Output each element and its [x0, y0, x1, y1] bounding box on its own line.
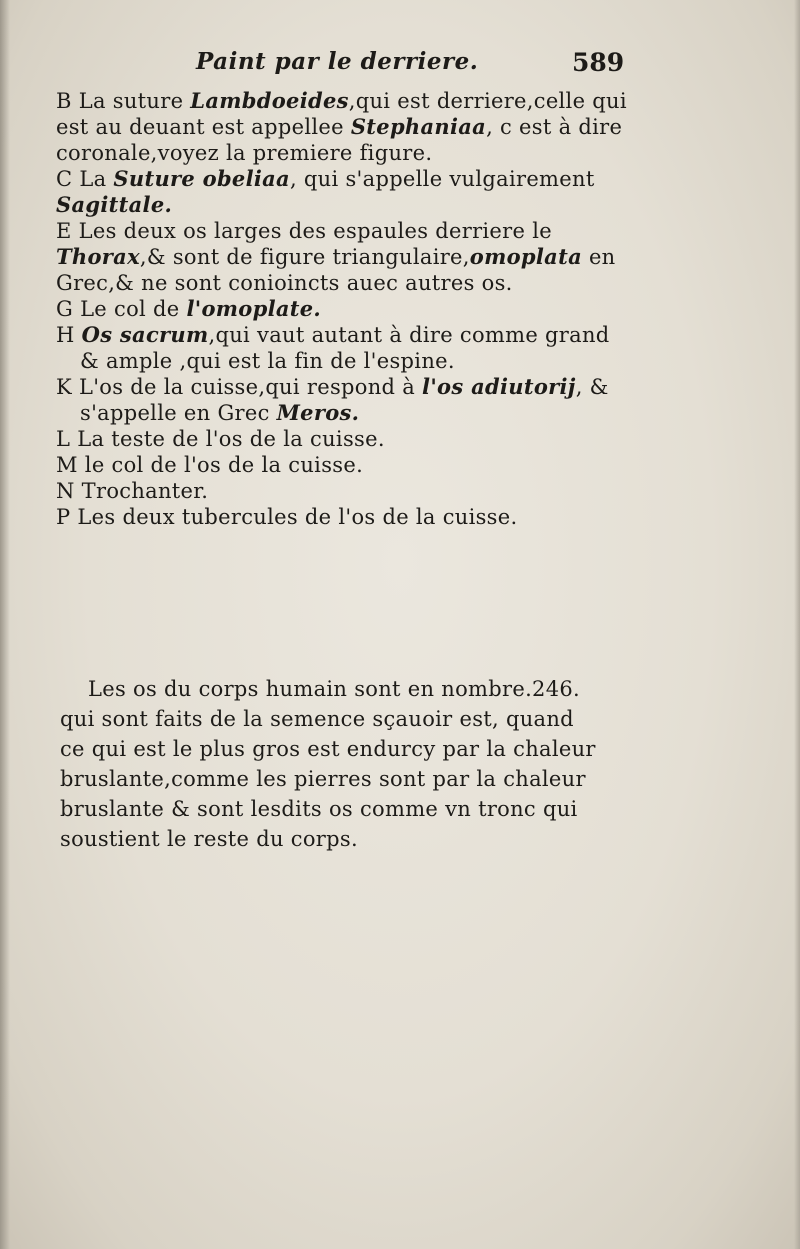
text-run: Le col de	[80, 297, 187, 321]
legend-entry-l	[56, 426, 646, 452]
legend-entry-c	[56, 166, 646, 218]
legend-line	[56, 400, 646, 426]
legend-letter: N	[56, 479, 75, 503]
text-run: Grec,& ne sont conioincts auec autres os.	[56, 271, 513, 295]
text-run: est au deuant est appellee	[56, 115, 351, 139]
text-run: ,qui vaut autant à dire comme grand	[208, 323, 610, 347]
legend-letter: M	[56, 453, 78, 477]
legend-line	[56, 114, 646, 140]
legend-line	[56, 218, 646, 244]
latin-term: Sagittale.	[56, 192, 173, 217]
legend-line	[56, 88, 646, 114]
latin-term: l'os adiutorij	[422, 374, 576, 399]
legend-entry-e	[56, 218, 646, 296]
paragraph-line: ce qui est le plus gros est endurcy par la chaleur	[60, 737, 596, 761]
legend-entry-k	[56, 374, 646, 426]
legend-letter: L	[56, 427, 71, 451]
text-run: La	[79, 167, 114, 191]
legend-entry-g	[56, 296, 646, 322]
legend-line	[56, 270, 646, 296]
text-run: , &	[575, 375, 609, 399]
latin-term: Thorax	[56, 244, 140, 269]
legend-line	[56, 374, 646, 400]
legend-entry-h	[56, 322, 646, 374]
latin-term: Meros.	[276, 400, 360, 425]
text-run: , qui s'appelle vulgairement	[289, 167, 595, 191]
text-run: ,& sont de figure triangulaire,	[139, 245, 470, 269]
legend-letter: K	[56, 375, 72, 399]
body-paragraph	[60, 674, 650, 854]
legend-line	[56, 166, 646, 192]
text-run: s'appelle en Grec	[80, 401, 277, 425]
paragraph-line: qui sont faits de la semence sçauoir est, quand	[60, 707, 574, 731]
latin-term: Stephaniaa	[350, 114, 487, 139]
text-run: Les deux tubercules de l'os de la cuisse.	[77, 505, 518, 529]
legend-line	[56, 192, 646, 218]
text-run: La teste de l'os de la cuisse.	[77, 427, 385, 451]
text-run: L'os de la cuisse,qui respond à	[78, 375, 423, 399]
text-run: ,qui est derriere,celle qui	[348, 89, 627, 113]
text-run: le col de l'os de la cuisse.	[84, 453, 364, 477]
paragraph-line: bruslante,comme les pierres sont par la chaleur	[60, 767, 586, 791]
legend-line	[56, 504, 646, 530]
text-run: Les deux os larges des espaules derriere le	[78, 219, 552, 243]
latin-term: l'omoplate.	[186, 296, 322, 321]
text-run: en	[581, 245, 616, 269]
legend-line	[56, 452, 646, 478]
legend-entry-n	[56, 478, 646, 504]
legend-letter: P	[56, 505, 71, 529]
legend-line	[56, 244, 646, 270]
paragraph-line: Les os du corps humain sont en nombre.246.	[88, 677, 581, 701]
legend-line	[56, 478, 646, 504]
legend-letter: C	[56, 167, 73, 191]
latin-term: omoplata	[469, 244, 582, 269]
legend-letter: H	[56, 323, 75, 347]
legend-line	[56, 322, 646, 348]
text-run: Trochanter.	[81, 479, 209, 503]
latin-term: Os sacrum	[81, 322, 209, 347]
legend-letter: B	[56, 89, 72, 113]
latin-term: Suture obeliaa	[113, 166, 290, 191]
text-run: & ample ,qui est la fin de l'espine.	[80, 349, 455, 373]
legend-letter: G	[56, 297, 74, 321]
legend-entry-b	[56, 88, 646, 166]
text-run: coronale,voyez la premiere figure.	[56, 141, 433, 165]
legend-entry-m	[56, 452, 646, 478]
legend-line	[56, 140, 646, 166]
running-head: Paint par le derriere.	[196, 48, 479, 75]
legend-line	[56, 348, 646, 374]
text-run: , c est à dire	[486, 115, 623, 139]
legend-entry-p	[56, 504, 646, 530]
legend-line	[56, 296, 646, 322]
page-number: 589	[572, 48, 625, 77]
paragraph-line: soustient le reste du corps.	[60, 827, 358, 851]
text-run: La suture	[78, 89, 191, 113]
legend-line	[56, 426, 646, 452]
latin-term: Lambdoeides	[190, 88, 349, 113]
paragraph-line: bruslante & sont lesdits os comme vn tronc qui	[60, 797, 578, 821]
legend-letter: E	[56, 219, 72, 243]
figure-legend	[56, 88, 646, 530]
